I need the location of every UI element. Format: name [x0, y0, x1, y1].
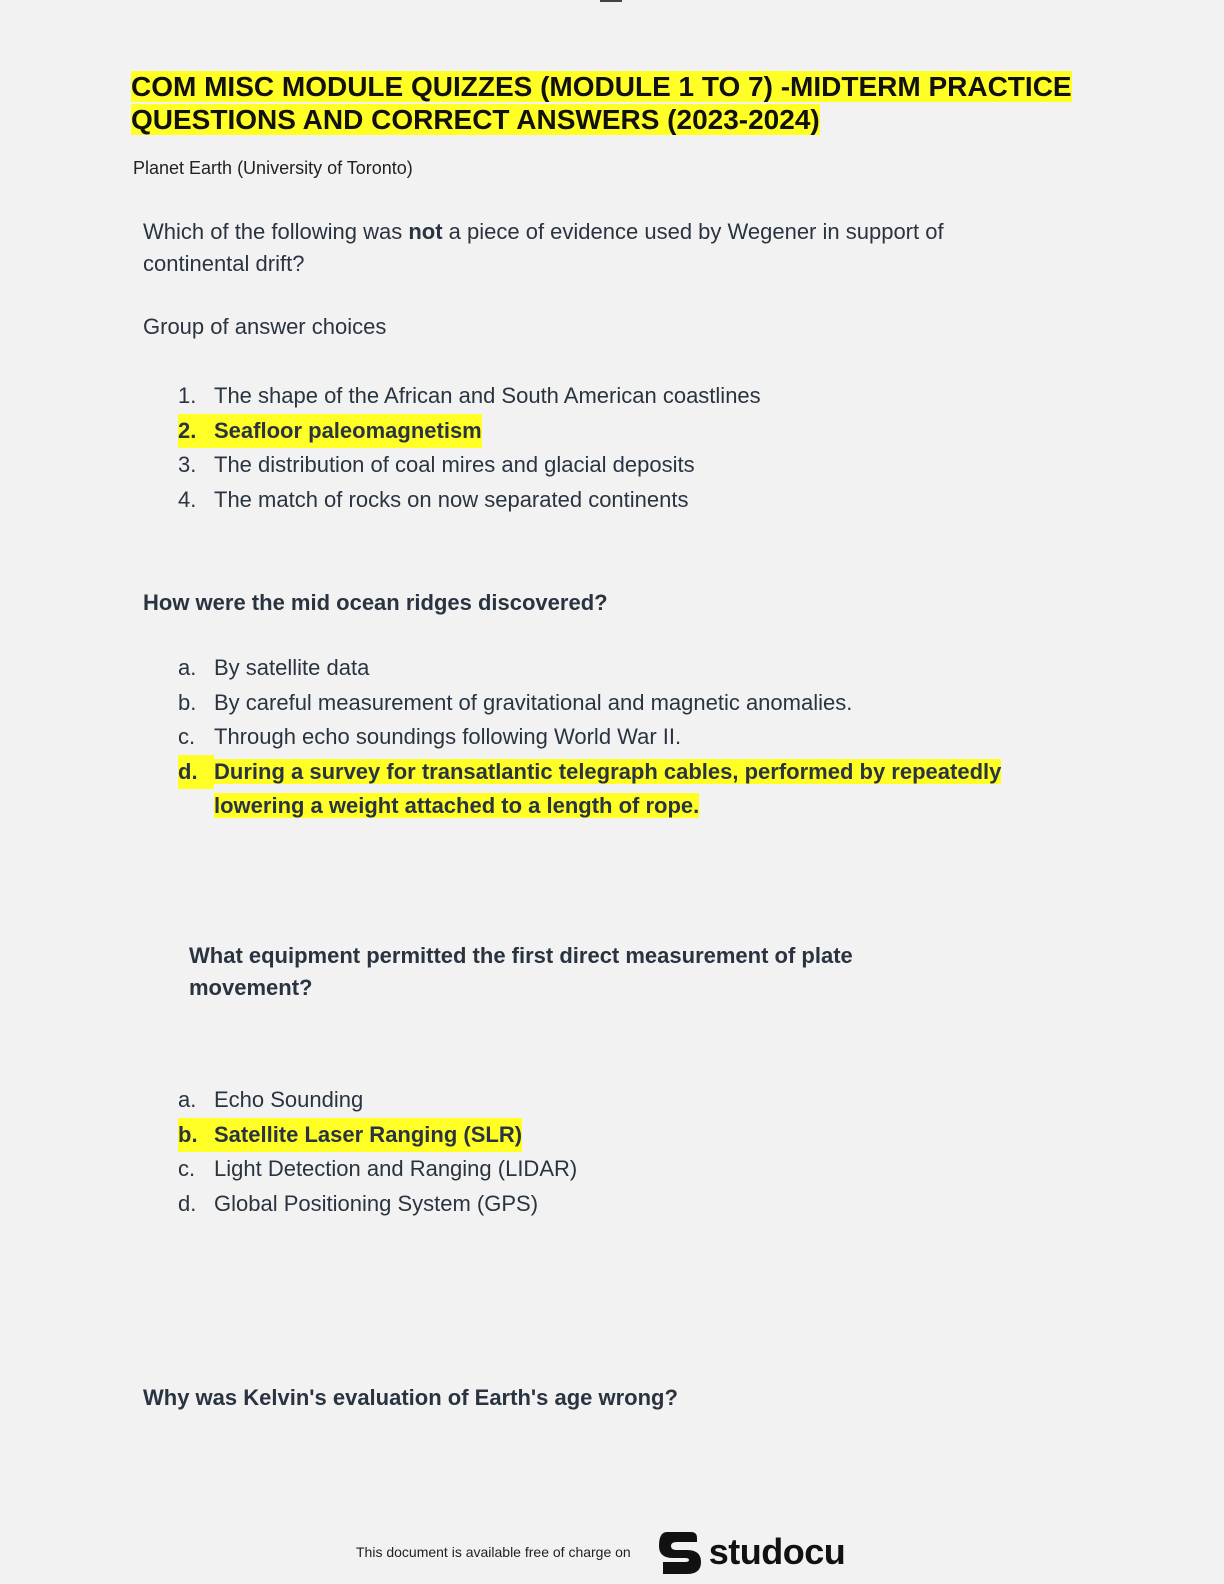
answer-group-label: Group of answer choices — [143, 314, 387, 339]
question-3: What equipment permitted the first direct measurement of plate movement? — [189, 943, 853, 1000]
choice-text: Satellite Laser Ranging (SLR) — [214, 1118, 522, 1153]
choice-marker: b. — [178, 689, 197, 715]
choice-marker: b. — [178, 1118, 214, 1153]
choice-marker: 2. — [178, 414, 214, 449]
choice-text: Echo Sounding — [214, 1087, 364, 1112]
choice-item-correct — [178, 414, 761, 449]
choice-text: The distribution of coal mires and glacial deposits — [214, 452, 695, 477]
studocu-logo-icon — [657, 1530, 703, 1574]
choice-text: By careful measurement of gravitational and magnetic anomalies. — [214, 689, 853, 715]
studocu-wordmark: studocu — [708, 1531, 846, 1572]
page-top-mark — [600, 0, 622, 2]
choice-text-line-2: lowering a weight attached to a length of rope. — [214, 793, 700, 818]
choice-marker: a. — [178, 655, 197, 680]
choice-text: Global Positioning System (GPS) — [214, 1190, 539, 1216]
footer-text: This document is available free of charge on — [356, 1544, 631, 1560]
title-line-1: COM MISC MODULE QUIZZES (MODULE 1 TO 7) -MIDTERM PRACTICE — [131, 71, 1072, 102]
question-1-text-after: a piece of evidence used by Wegener in support of continental drift? — [143, 219, 944, 276]
choice-marker: a. — [178, 1087, 197, 1112]
choice-text-line-1: During a survey for transatlantic telegraph cables, performed by repeatedly — [214, 758, 1002, 784]
choice-item — [178, 1152, 577, 1187]
choice-item — [178, 720, 1064, 755]
choice-text: By satellite data — [214, 655, 370, 680]
question-1-text-before: Which of the following was — [143, 219, 409, 244]
choice-marker: c. — [178, 724, 196, 749]
question-4: Why was Kelvin's evaluation of Earth's age wrong? — [143, 1385, 678, 1410]
choice-text: Light Detection and Ranging (LIDAR) — [214, 1156, 578, 1181]
choice-item — [178, 1083, 577, 1118]
choice-item-correct — [178, 1118, 577, 1153]
question-3-choices — [178, 1083, 577, 1221]
title-line-2: QUESTIONS AND CORRECT ANSWERS (2023-2024) — [131, 104, 820, 135]
question-2-choices — [178, 651, 1064, 824]
choice-marker: 1. — [178, 383, 197, 408]
choice-item — [178, 651, 1064, 686]
choice-item — [178, 1187, 577, 1222]
choice-marker: 3. — [178, 452, 197, 477]
studocu-logo-link[interactable] — [657, 1530, 846, 1574]
choice-text: The shape of the African and South American coastlines — [214, 383, 761, 408]
question-1 — [143, 216, 1043, 280]
choice-marker: 4. — [178, 486, 197, 512]
choice-text — [214, 755, 1064, 824]
choice-text: Seafloor paleomagnetism — [214, 414, 482, 449]
choice-item — [178, 483, 761, 518]
choice-item-correct — [178, 755, 1064, 824]
choice-marker: c. — [178, 1156, 196, 1181]
choice-item — [178, 448, 761, 483]
choice-marker: d. — [178, 755, 214, 789]
choice-text: The match of rocks on now separated continents — [214, 486, 689, 512]
question-1-choices — [178, 379, 761, 517]
question-1-emphasis: not — [408, 219, 443, 244]
choice-item — [178, 379, 761, 414]
choice-marker: d. — [178, 1190, 197, 1216]
choice-item — [178, 686, 1064, 721]
choice-text: Through echo soundings following World War II. — [214, 724, 682, 749]
document-title — [131, 70, 1091, 136]
course-name: Planet Earth (University of Toronto) — [133, 158, 413, 178]
footer — [356, 1530, 845, 1574]
question-2: How were the mid ocean ridges discovered? — [143, 590, 608, 615]
